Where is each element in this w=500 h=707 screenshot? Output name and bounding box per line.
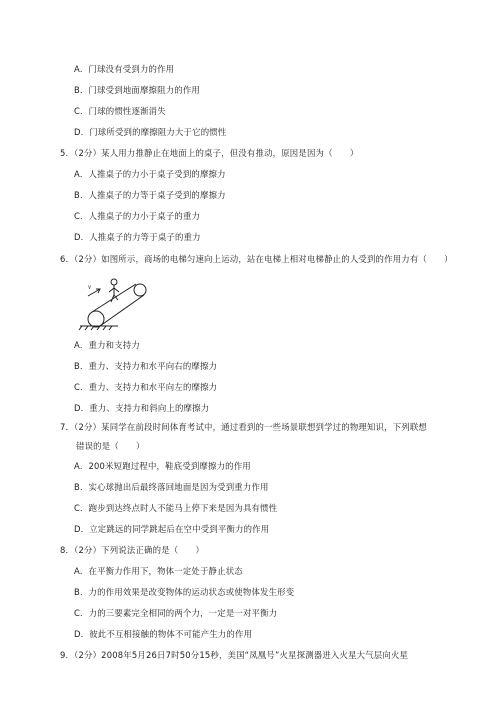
q8-option-b: B．力的作用效果是改变物体的运动状态或使物体发生形变: [74, 587, 295, 597]
q7-option-b: B．实心球抛出后最终落回地面是因为受到重力作用: [74, 482, 269, 492]
q8-option-a: A．在平衡力作用下，物体一定处于静止状态: [74, 566, 243, 576]
q6-option-a: A．重力和支持力: [74, 340, 140, 350]
q4-option-b: B．门球受到地面摩擦阻力的作用: [74, 85, 200, 95]
q9-stem: 9．（2分）2008年5月26日7时50分15秒，美国“凤凰号”火星探测器进入火星大气层向火星: [60, 650, 409, 660]
q7-stem-line2: 错误的是（ ）: [76, 441, 145, 451]
q5-option-a: A．人推桌子的力小于桌子受到的摩擦力: [74, 169, 226, 179]
q4-option-a: A．门球没有受到力的作用: [74, 64, 175, 74]
q5-stem: 5．（2分）某人用力推静止在地面上的桌子，但没有推动，原因是因为（ ）: [60, 148, 359, 158]
q8-option-d: D．彼此不互相接触的物体不可能产生力的作用: [74, 629, 253, 639]
q7-option-d: D．立定跳远的同学跳起后在空中受到平衡力的作用: [74, 524, 270, 534]
escalator-figure: [78, 274, 158, 332]
q5-option-b: B．人推桌子的力等于桌子受到的摩擦力: [74, 190, 226, 200]
velocity-label: v: [88, 283, 92, 291]
q8-option-c: C．力的三要素完全相同的两个力，一定是一对平衡力: [74, 608, 278, 618]
q7-stem-line1: 7．（2分）某同学在前段时间体育考试中，通过看到的一些场景联想到学过的物理知识，下列联想: [60, 422, 428, 432]
q6-option-d: D．重力、支持力和斜向上的摩擦力: [74, 403, 210, 413]
q8-stem: 8．（2分）下列说法正确的是（ ）: [60, 545, 205, 555]
q7-option-a: A．200米短跑过程中，鞋底受到摩擦力的作用: [74, 461, 251, 471]
q4-option-d: D．门球所受到的摩擦阻力大于它的惯性: [74, 127, 227, 137]
q6-option-c: C．重力、支持力和水平向左的摩擦力: [74, 382, 218, 392]
q4-option-c: C．门球的惯性逐渐消失: [74, 106, 166, 116]
q6-stem: 6．（2分）如图所示，商场的电梯匀速向上运动，站在电梯上相对电梯静止的人受到的作用力有（ ）: [60, 254, 453, 264]
q5-option-d: D．人推桌子的力等于桌子的重力: [74, 232, 201, 242]
q7-option-c: C．跑步到达终点时人不能马上停下来是因为具有惯性: [74, 503, 278, 513]
q6-option-b: B．重力、支持力和水平向右的摩擦力: [74, 361, 218, 371]
q5-option-c: C．人推桌子的力小于桌子的重力: [74, 211, 201, 221]
